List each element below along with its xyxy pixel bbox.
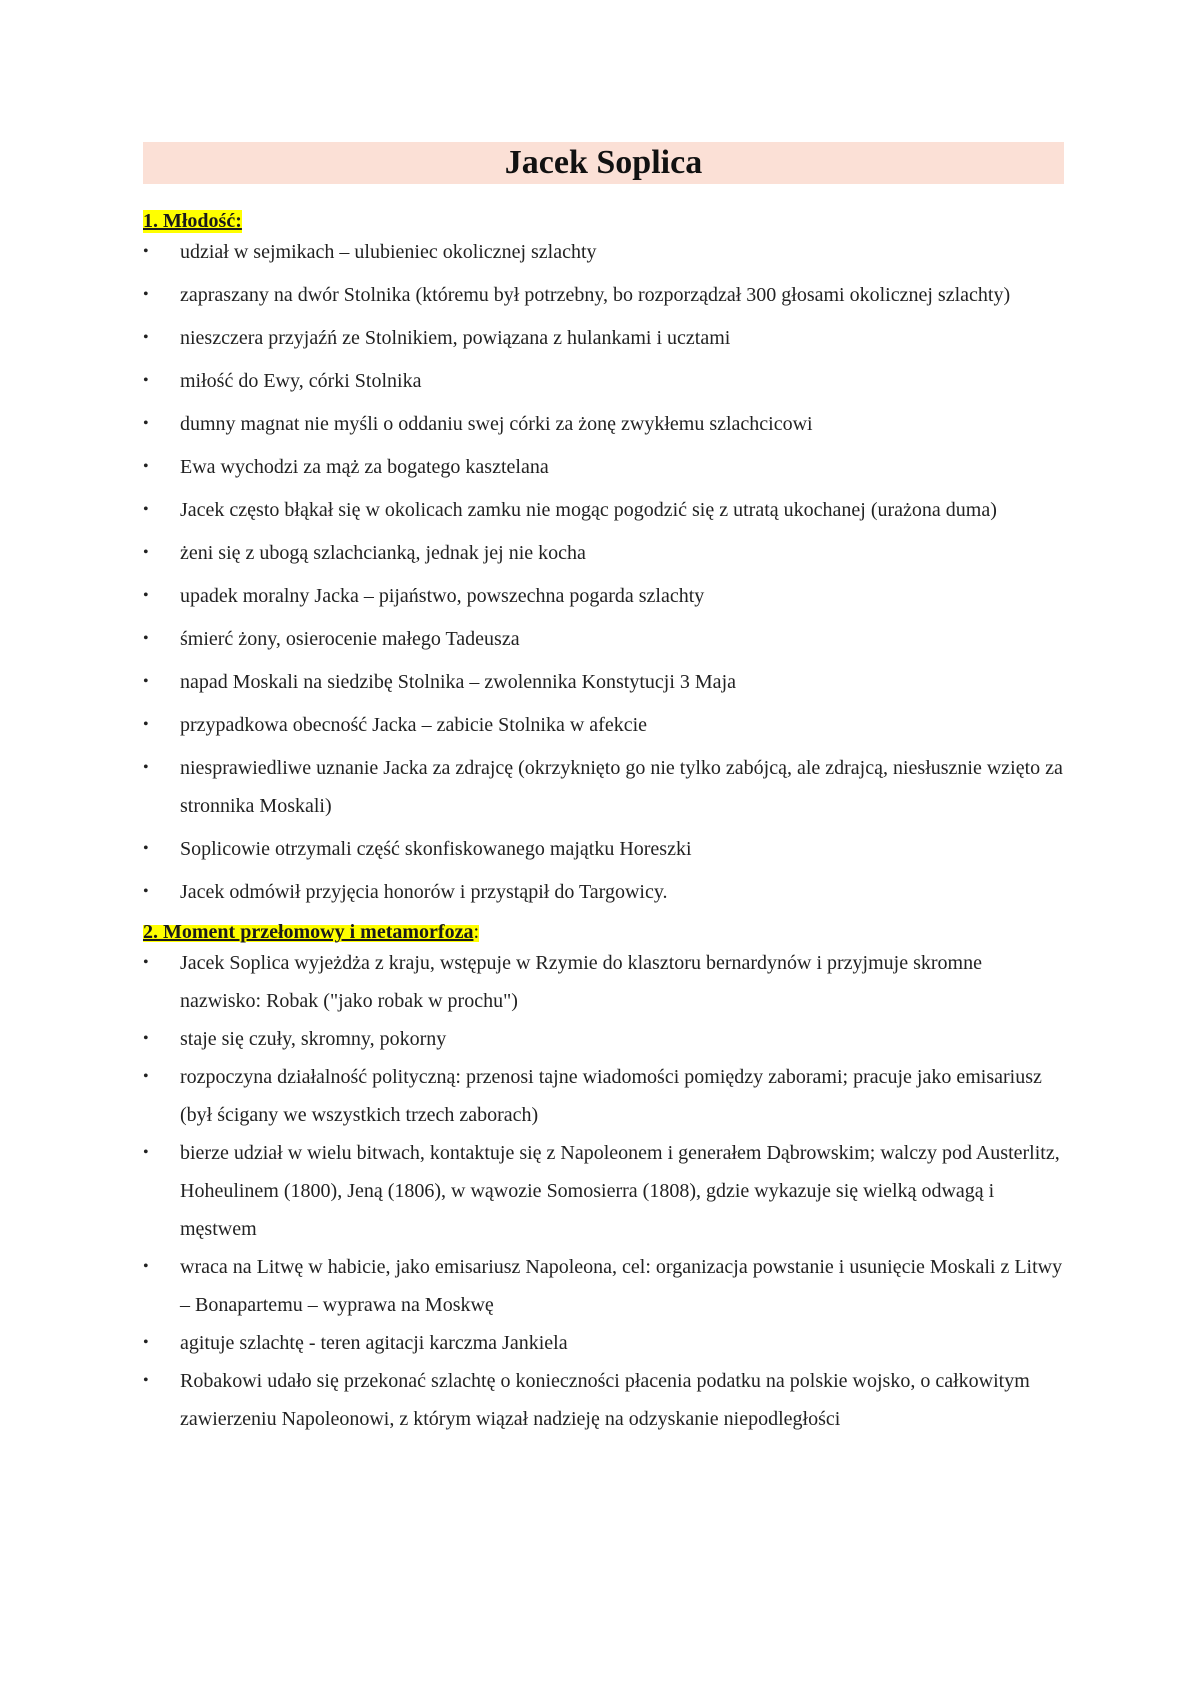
bullet-icon: • [143, 1334, 149, 1351]
bullet-icon: • [143, 1372, 149, 1389]
bullet-icon: • [143, 883, 149, 900]
list-item [143, 405, 1064, 443]
list-item [143, 362, 1064, 400]
list-item-text: Jacek Soplica wyjeżdża z kraju, wstępuje w Rzymie do klasztoru bernardynów i przyjmuje skromne nazwisko: Robak ("jako robak w prochu") [180, 952, 982, 1012]
list-item-text: nieszczera przyjaźń ze Stolnikiem, powiązana z hulankami i ucztami [180, 327, 731, 349]
list-item-text: napad Moskali na siedzibę Stolnika – zwolennika Konstytucji 3 Maja [180, 671, 736, 693]
list-item [143, 1362, 1064, 1438]
list-item-text: Soplicowie otrzymali część skonfiskowanego majątku Horeszki [180, 838, 692, 860]
list-item-text: Jacek często błąkał się w okolicach zamku nie mogąc pogodzić się z utratą ukochanej (urażona duma) [180, 499, 997, 521]
list-item [143, 1134, 1064, 1248]
list-item-text: żeni się z ubogą szlachcianką, jednak jej nie kocha [180, 542, 586, 564]
section-1-heading: 1. Młodość: [143, 210, 242, 232]
bullet-icon: • [143, 1068, 149, 1085]
bullet-icon: • [143, 329, 149, 346]
list-item [143, 944, 1064, 1020]
list-item-text: bierze udział w wielu bitwach, kontaktuje się z Napoleonem i generałem Dąbrowskim; walczy pod Austerlitz, Hoheulinem (1800), Jeną (1806), w wąwozie Somosierra (1808), gdzie wykazuje się wielką odwagą i męstwem [180, 1142, 1060, 1240]
list-item-text: niesprawiedliwe uznanie Jacka za zdrajcę (okrzyknięto go nie tylko zabójcą, ale zdrajcą, niesłusznie wzięto za stronnika Moskali) [180, 757, 1063, 817]
list-item-text: przypadkowa obecność Jacka – zabicie Stolnika w afekcie [180, 714, 648, 736]
section-2-heading-wrap [143, 921, 1064, 944]
list-item-text: wraca na Litwę w habicie, jako emisariusz Napoleona, cel: organizacja powstanie i usunięcie Moskali z Litwy – Bonapartemu – wyprawa na Moskwę [180, 1256, 1063, 1316]
bullet-icon: • [143, 840, 149, 857]
bullet-icon: • [143, 415, 149, 432]
list-item [143, 1324, 1064, 1362]
list-item [143, 448, 1064, 486]
bullet-icon: • [143, 286, 149, 303]
list-item-text: miłość do Ewy, córki Stolnika [180, 370, 422, 392]
list-item [143, 491, 1064, 529]
title-banner [143, 142, 1064, 184]
page-title: Jacek Soplica [504, 144, 703, 181]
list-item [143, 1248, 1064, 1324]
list-item-text: Jacek odmówił przyjęcia honorów i przystąpił do Targowicy. [180, 881, 668, 903]
list-item [143, 1058, 1064, 1134]
bullet-icon: • [143, 716, 149, 733]
list-item-text: staje się czuły, skromny, pokorny [180, 1028, 447, 1050]
list-item-text: upadek moralny Jacka – pijaństwo, powszechna pogarda szlachty [180, 585, 705, 607]
list-item [143, 706, 1064, 744]
bullet-icon: • [143, 243, 149, 260]
list-item-text: rozpoczyna działalność polityczną: przenosi tajne wiadomości pomiędzy zaborami; pracuje jako emisariusz (był ścigany we wszystkich trzech zaborach) [180, 1066, 1042, 1126]
list-item [143, 577, 1064, 615]
list-item [143, 620, 1064, 658]
list-item [143, 276, 1064, 314]
list-item-text: dumny magnat nie myśli o oddaniu swej córki za żonę zwykłemu szlachcicowi [180, 413, 813, 435]
bullet-icon: • [143, 1030, 149, 1047]
list-item-text: Ewa wychodzi za mąż za bogatego kasztelana [180, 456, 549, 478]
section-2-heading-highlight [143, 921, 480, 943]
bullet-icon: • [143, 372, 149, 389]
list-item-text: zapraszany na dwór Stolnika (któremu był potrzebny, bo rozporządzał 300 głosami okolicznej szlachty) [180, 284, 1011, 306]
section-1-heading-wrap [143, 210, 1064, 233]
list-item [143, 319, 1064, 357]
list-item [143, 749, 1064, 825]
list-item [143, 663, 1064, 701]
bullet-icon: • [143, 544, 149, 561]
bullet-icon: • [143, 501, 149, 518]
section-1-list [143, 233, 1064, 911]
section-2-heading-suffix: : [473, 921, 480, 943]
list-item [143, 830, 1064, 868]
section-2-heading: 2. Moment przełomowy i metamorfoza [143, 921, 474, 943]
bullet-icon: • [143, 458, 149, 475]
bullet-icon: • [143, 630, 149, 647]
bullet-icon: • [143, 954, 149, 971]
list-item-text: śmierć żony, osierocenie małego Tadeusza [180, 628, 520, 650]
list-item-text: Robakowi udało się przekonać szlachtę o konieczności płacenia podatku na polskie wojsko, o całkowitym zawierzeniu Napoleonowi, z którym wiązał nadzieję na odzyskanie niepodległości [180, 1370, 1030, 1430]
bullet-icon: • [143, 673, 149, 690]
bullet-icon: • [143, 1258, 149, 1275]
section-2-list [143, 944, 1064, 1438]
list-item [143, 534, 1064, 572]
bullet-icon: • [143, 759, 149, 776]
list-item [143, 1020, 1064, 1058]
list-item-text: agituje szlachtę - teren agitacji karczma Jankiela [180, 1332, 568, 1354]
document-page [143, 142, 1064, 1438]
bullet-icon: • [143, 1144, 149, 1161]
bullet-icon: • [143, 587, 149, 604]
list-item [143, 233, 1064, 271]
list-item [143, 873, 1064, 911]
list-item-text: udział w sejmikach – ulubieniec okolicznej szlachty [180, 241, 597, 263]
